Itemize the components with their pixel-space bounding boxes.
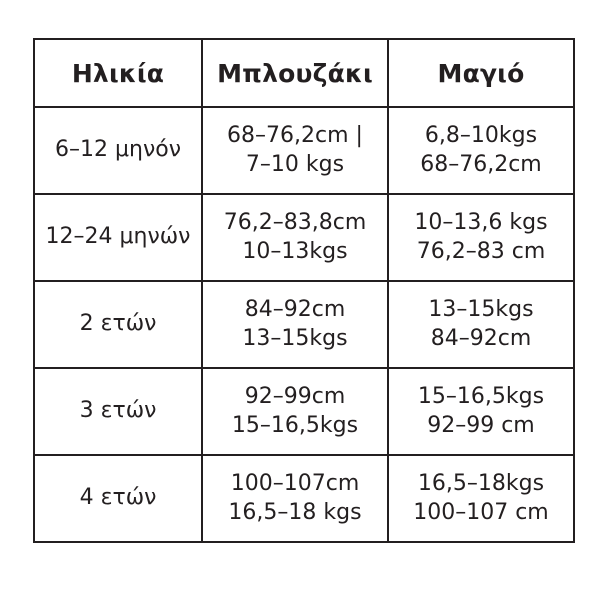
cell-swimsuit [388, 281, 574, 368]
table-row [34, 455, 574, 542]
column-header-top: Μπλουζάκι [202, 39, 388, 107]
cell-swimsuit-line-2: 68–76,2cm [420, 151, 542, 177]
cell-age: 4 ετών [34, 455, 202, 542]
column-header-swimsuit: Μαγιό [388, 39, 574, 107]
cell-top [202, 107, 388, 194]
column-header-age: Ηλικία [34, 39, 202, 107]
cell-top [202, 194, 388, 281]
cell-top [202, 455, 388, 542]
cell-top-line-2: 16,5–18 kgs [228, 499, 362, 525]
table-row [34, 194, 574, 281]
cell-top-line-2: 10–13kgs [242, 238, 348, 264]
cell-swimsuit [388, 368, 574, 455]
cell-top [202, 368, 388, 455]
cell-top-line-1: 84–92cm [244, 297, 346, 323]
cell-top-line-2: 7–10 kgs [245, 151, 345, 177]
table-row [34, 281, 574, 368]
cell-top-line-2: 15–16,5kgs [231, 412, 359, 438]
cell-swimsuit [388, 455, 574, 542]
cell-swimsuit [388, 107, 574, 194]
cell-swimsuit-line-2: 92–99 cm [427, 412, 535, 438]
cell-age: 12–24 μηνών [34, 194, 202, 281]
cell-swimsuit-line-1: 15–16,5kgs [417, 384, 545, 410]
table-body [34, 107, 574, 542]
table-header-row [34, 39, 574, 107]
cell-swimsuit-line-2: 84–92cm [430, 325, 532, 351]
cell-swimsuit [388, 194, 574, 281]
cell-age: 3 ετών [34, 368, 202, 455]
cell-age: 6–12 μηνόν [34, 107, 202, 194]
size-chart-table-wrapper [33, 38, 567, 543]
cell-top-line-1: 92–99cm [244, 384, 346, 410]
cell-swimsuit-line-2: 76,2–83 cm [416, 238, 546, 264]
cell-swimsuit-line-1: 6,8–10kgs [424, 123, 538, 149]
cell-top-line-1: 68–76,2cm | [227, 123, 363, 149]
table-header [34, 39, 574, 107]
size-chart-table [33, 38, 575, 543]
cell-age: 2 ετών [34, 281, 202, 368]
cell-top-line-1: 100–107cm [230, 471, 360, 497]
cell-top [202, 281, 388, 368]
cell-top-line-2: 13–15kgs [242, 325, 348, 351]
cell-swimsuit-line-1: 16,5–18kgs [417, 471, 545, 497]
table-row [34, 368, 574, 455]
cell-swimsuit-line-1: 10–13,6 kgs [414, 210, 548, 236]
cell-top-line-1: 76,2–83,8cm [223, 210, 367, 236]
cell-swimsuit-line-1: 13–15kgs [428, 297, 534, 323]
table-row [34, 107, 574, 194]
cell-swimsuit-line-2: 100–107 cm [413, 499, 549, 525]
